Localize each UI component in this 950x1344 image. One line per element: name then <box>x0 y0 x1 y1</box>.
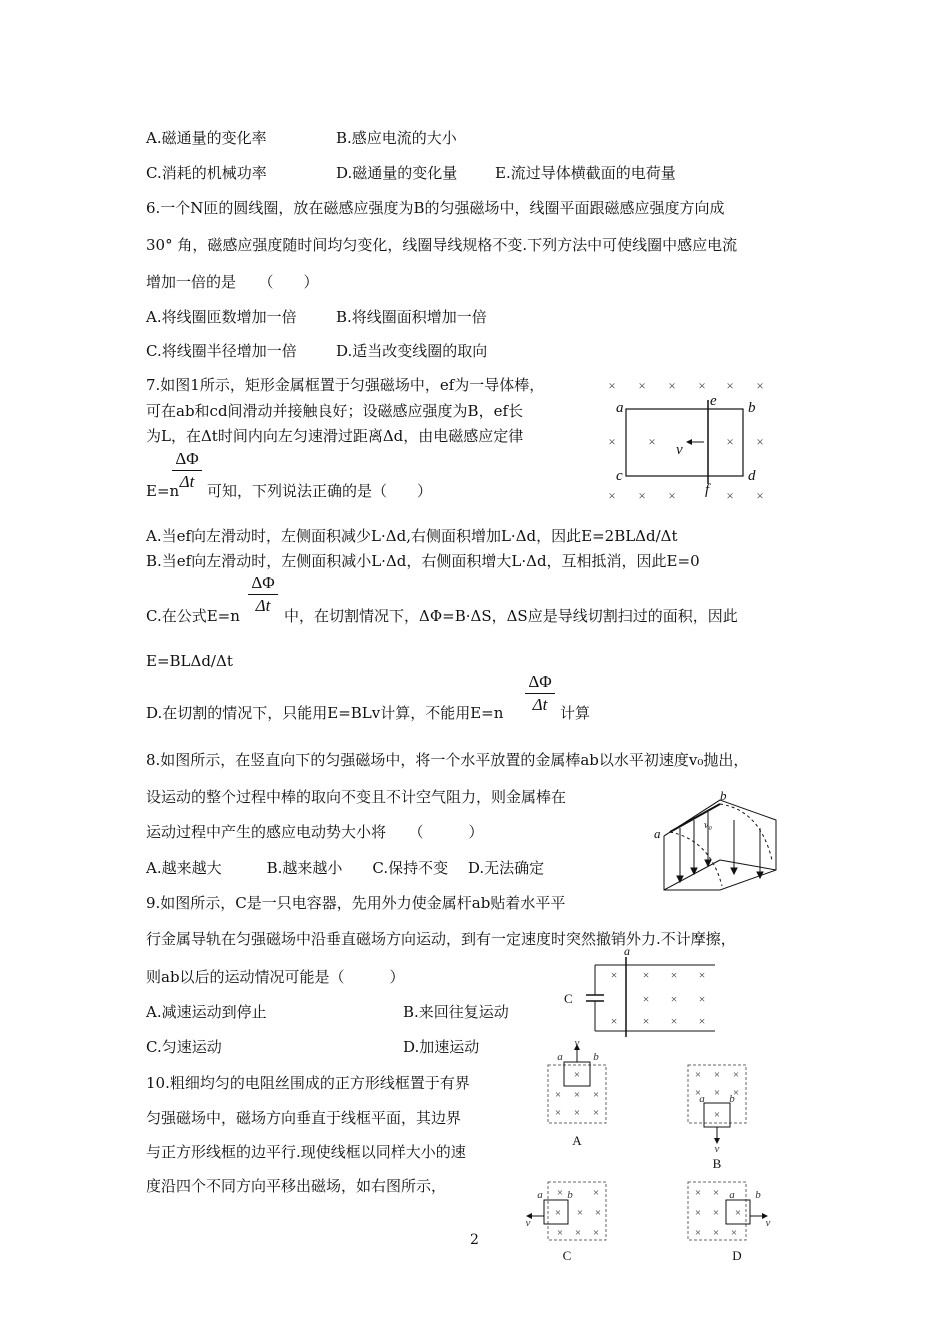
field-cross: × <box>573 1089 581 1101</box>
field-cross: × <box>732 1087 740 1099</box>
rod-ab <box>670 804 720 832</box>
fraction-numerator: ΔΦ <box>251 573 275 592</box>
q9-line-2: 行金属导轨在匀强磁场中沿垂直磁场方向运动，到有一定速度时突然撤销外力.不计摩擦， <box>146 930 736 948</box>
q7-option-a: A.当ef向左滑动时，左侧面积减少L·Δd,右侧面积增加L·Δd，因此E=2BLΔd/Δt <box>146 527 678 545</box>
label-v: v <box>574 1040 580 1049</box>
field-cross: × <box>756 434 764 449</box>
page-number: 2 <box>470 1232 479 1248</box>
label-v: v <box>676 442 683 458</box>
field-cross: × <box>694 1187 702 1199</box>
q7-option-c-prefix: C.在公式E=n <box>146 607 240 625</box>
field-cross: × <box>608 378 616 393</box>
q5-option-c: C.消耗的机械功率 <box>146 164 267 182</box>
label-v: v <box>765 1217 771 1229</box>
label-c: c <box>616 468 623 484</box>
label-d: d <box>748 468 756 484</box>
panel-label-A: A <box>572 1133 582 1148</box>
q7-option-c-suffix: 中，在切割情况下，ΔΦ=B·ΔS，ΔS应是导线切割扫过的面积，因此 <box>284 607 738 625</box>
field-cross: × <box>642 968 650 982</box>
label-v: v <box>525 1217 531 1229</box>
q6-option-b: B.将线圈面积增加一倍 <box>336 308 487 326</box>
field-cross: × <box>592 1187 600 1199</box>
label-a: a <box>537 1189 543 1201</box>
q7-figure-frame <box>600 378 775 506</box>
q5-option-d: D.磁通量的变化量 <box>336 164 458 182</box>
field-cross: × <box>610 968 618 982</box>
q9-option-d: D.加速运动 <box>403 1038 480 1056</box>
label-b: b <box>748 400 756 416</box>
field-cross: × <box>756 378 764 393</box>
q6-option-c: C.将线圈半径增加一倍 <box>146 342 297 360</box>
q9-line-3: 则ab以后的运动情况可能是（ ） <box>146 968 405 986</box>
label-a: a <box>729 1189 735 1201</box>
fraction-denominator: Δt <box>255 596 271 615</box>
field-cross: × <box>694 1227 702 1239</box>
q7-option-c-line-2: E=BLΔd/Δt <box>146 652 233 670</box>
field-cross: × <box>712 1187 720 1199</box>
field-cross: × <box>594 1207 602 1219</box>
field-cross: × <box>713 1069 721 1081</box>
field-cross: × <box>670 968 678 982</box>
field-cross: × <box>694 1087 702 1099</box>
q10-line-3: 与正方形线框的边平行.现使线框以同样大小的速 <box>146 1143 466 1161</box>
panel-label-B: B <box>712 1156 722 1171</box>
label-b: b <box>729 1093 735 1105</box>
label-a: a <box>699 1093 705 1105</box>
q7-line-1: 7.如图1所示，矩形金属框置于匀强磁场中，ef为一导体棒， <box>146 376 545 394</box>
field-cross: × <box>576 1207 584 1219</box>
field-cross: × <box>592 1089 600 1101</box>
field-cross: × <box>608 434 616 449</box>
field-cross: × <box>698 968 706 982</box>
panel-label-C: C <box>562 1248 572 1263</box>
field-cross: × <box>694 1207 702 1219</box>
q9-option-a: A.减速运动到停止 <box>146 1003 267 1021</box>
q7-line-4-suffix: 可知，下列说法正确的是（ ） <box>207 482 433 500</box>
q6-line-1: 6.一个N匝的圆线圈，放在磁感应强度为B的匀强磁场中，线圈平面跟磁感应强度方向成 <box>146 199 725 217</box>
label-v: v <box>714 1143 720 1155</box>
field-cross: × <box>573 1069 581 1081</box>
q8-figure <box>650 790 780 900</box>
q8-options: A.越来越大 B.越来越小 C.保持不变 D.无法确定 <box>146 859 545 877</box>
q10-line-4: 度沿四个不同方向平移出磁场，如右图所示， <box>146 1177 447 1195</box>
field-cross: × <box>556 1187 564 1199</box>
q7-option-b: B.当ef向左滑动时，左侧面积减小L·Δd，右侧面积增大L·Δd，互相抵消，因此E=0 <box>146 552 700 570</box>
field-cross: × <box>726 434 734 449</box>
field-cross: × <box>642 992 650 1006</box>
field-cross: × <box>573 1107 581 1119</box>
field-cross: × <box>698 1014 706 1028</box>
q7d-fraction <box>525 673 555 714</box>
label-b: b <box>720 790 727 803</box>
field-cross: × <box>608 488 616 503</box>
field-cross: × <box>698 378 706 393</box>
label-a: a <box>557 1051 563 1063</box>
q10-line-2: 匀强磁场中，磁场方向垂直于线框平面，其边界 <box>146 1109 462 1127</box>
field-cross: × <box>734 1207 742 1219</box>
q8-line-1: 8.如图所示，在竖直向下的匀强磁场中，将一个水平放置的金属棒ab以水平初速度v₀抛出， <box>146 751 749 769</box>
label-C: C <box>564 991 573 1006</box>
field-cross: × <box>592 1227 600 1239</box>
q7-line-3: 为L，在Δt时间内向左匀速滑过距离Δd，由电磁感应定律 <box>146 427 524 445</box>
label-b: b <box>593 1051 599 1063</box>
field-cross: × <box>554 1107 562 1119</box>
fraction-numerator: ΔΦ <box>528 672 552 691</box>
field-cross: × <box>732 1069 740 1081</box>
field-cross: × <box>730 1227 738 1239</box>
label-a: a <box>654 826 661 841</box>
q6-option-a: A.将线圈匝数增加一倍 <box>146 308 297 326</box>
q8-line-2: 设运动的整个过程中棒的取向不变且不计空气阻力，则金属棒在 <box>146 788 567 806</box>
field-cross: × <box>712 1207 720 1219</box>
q6-line-2: 30° 角，磁感应强度随时间均匀变化，线圈导线规格不变.下列方法中可使线圈中感应电流 <box>146 236 738 254</box>
fraction-numerator: ΔΦ <box>175 449 199 468</box>
q5-option-a: A.磁通量的变化率 <box>146 129 267 147</box>
field-cross: × <box>698 992 706 1006</box>
q7-option-d-suffix: 计算 <box>560 704 591 722</box>
q7-line-2: 可在ab和cd间滑动并接触良好；设磁感应强度为B，ef长 <box>146 402 524 420</box>
field-cross: × <box>648 434 656 449</box>
label-a: a <box>616 400 624 416</box>
q7c-fraction <box>248 574 278 615</box>
q6-line-3: 增加一倍的是 （ ） <box>146 273 319 291</box>
field-cross: × <box>670 992 678 1006</box>
field-cross: × <box>610 1014 618 1028</box>
field-cross: × <box>713 1109 721 1121</box>
q9-figure <box>560 945 720 1040</box>
field-cross: × <box>554 1089 562 1101</box>
label-v0: v₀ <box>704 820 712 831</box>
q9-option-c: C.匀速运动 <box>146 1038 222 1056</box>
field-cross: × <box>554 1207 562 1219</box>
q7-line-4-prefix: E=n <box>146 482 180 500</box>
panel-label-D: D <box>732 1248 742 1263</box>
label-b: b <box>755 1189 761 1201</box>
q10-line-1: 10.粗细均匀的电阻丝围成的正方形线框置于有界 <box>146 1074 470 1092</box>
field-cross: × <box>713 1087 721 1099</box>
q7-option-d-prefix: D.在切割的情况下，只能用E=BLv计算，不能用E=n <box>146 704 504 722</box>
field-cross: × <box>574 1227 582 1239</box>
q9-line-1: 9.如图所示，C是一只电容器，先用外力使金属杆ab贴着水平平 <box>146 894 566 912</box>
field-cross: × <box>726 378 734 393</box>
fraction-denominator: Δt <box>532 695 548 714</box>
field-cross: × <box>756 488 764 503</box>
q10-figure <box>520 1040 780 1265</box>
label-f: f <box>705 482 710 498</box>
field-cross: × <box>726 488 734 503</box>
label-e: e <box>710 393 717 409</box>
q6-option-d: D.适当改变线圈的取向 <box>336 342 488 360</box>
q5-option-e: E.流过导体横截面的电荷量 <box>495 164 676 182</box>
field-cross: × <box>668 378 676 393</box>
field-cross: × <box>668 488 676 503</box>
field-cross: × <box>642 1014 650 1028</box>
field-cross: × <box>638 378 646 393</box>
fraction-denominator: Δt <box>179 472 195 491</box>
q9-option-b: B.来回往复运动 <box>403 1003 509 1021</box>
q5-option-b: B.感应电流的大小 <box>336 129 457 147</box>
field-cross: × <box>694 1069 702 1081</box>
label-a: a <box>624 945 630 958</box>
field-cross: × <box>712 1227 720 1239</box>
field-cross: × <box>670 1014 678 1028</box>
field-cross: × <box>556 1227 564 1239</box>
field-cross: × <box>638 488 646 503</box>
q8-line-3: 运动过程中产生的感应电动势大小将 （ ） <box>146 823 484 841</box>
label-b: b <box>567 1189 573 1201</box>
field-cross: × <box>592 1107 600 1119</box>
